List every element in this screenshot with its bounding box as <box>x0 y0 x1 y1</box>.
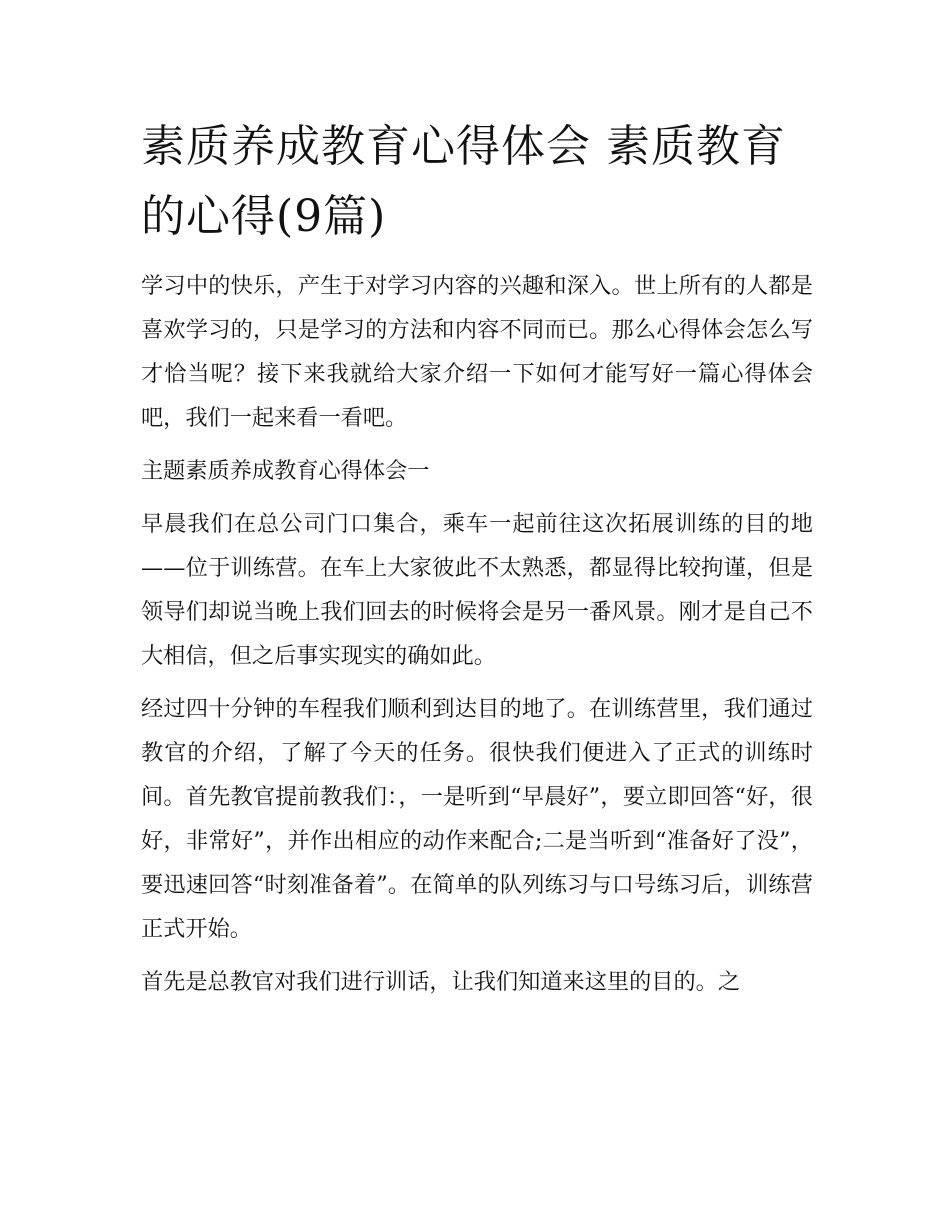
body-paragraph-2: 经过四十分钟的车程我们顺利到达目的地了。在训练营里，我们通过教官的介绍，了解了今天的任务。很快我们便进入了正式的训练时间。首先教官提前教我们：，一是听到“早晨好”，要立即回答“好，很好，非常好”，并作出相应的动作来配合;二是当听到“准备好了没”，要迅速回答“时刻准备着”。在简单的队列练习与口号练习后，训练营正式开始。 <box>141 696 813 942</box>
intro-paragraph: 学习中的快乐，产生于对学习内容的兴趣和深入。世上所有的人都是喜欢学习的，只是学习的方法和内容不同而已。那么心得体会怎么写才恰当呢？接下来我就给大家介绍一下如何才能写好一篇心得体会吧，我们一起来看一看吧。 <box>141 273 813 431</box>
body-paragraph-3: 首先是总教官对我们进行训话，让我们知道来这里的目的。之 <box>141 969 741 995</box>
body-paragraph-1: 早晨我们在总公司门口集合，乘车一起前往这次拓展训练的目的地——位于训练营。在车上大家彼此不太熟悉，都显得比较拘谨，但是领导们却说当晚上我们回去的时候将会是另一番风景。刚才是自己不大相信，但之后事实现实的确如此。 <box>141 511 813 669</box>
section-heading: 主题素质养成教育心得体会一 <box>141 458 430 484</box>
document-title: 素质养成教育心得体会 素质教育的心得(9篇) <box>141 121 786 242</box>
document-content <box>141 112 813 1004</box>
